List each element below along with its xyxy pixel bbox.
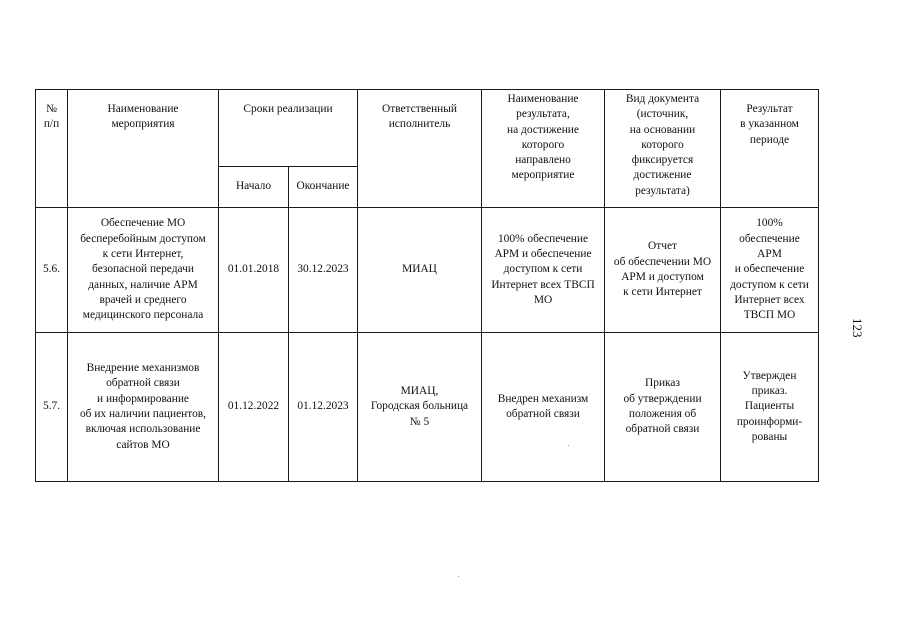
row-name: Обеспечение МО бесперебойным доступом к сети Интернет, безопасной передачи данных, наличие АРМ врачей и среднего медицинского персонала <box>68 208 219 333</box>
header-result-name: Наименование результата, на достижение которого направлено мероприятие <box>482 90 605 208</box>
row-responsible: МИАЦ <box>358 208 482 333</box>
row-num: 5.7. <box>36 333 68 482</box>
row-result-name: Внедрен механизм обратной связи <box>482 333 605 482</box>
table-row <box>36 333 819 482</box>
scan-speck <box>458 576 459 577</box>
scan-speck <box>568 445 569 446</box>
row-num: 5.6. <box>36 208 68 333</box>
row-document: Отчет об обеспечении МО АРМ и доступом к сети Интернет <box>605 208 721 333</box>
row-end: 01.12.2023 <box>289 333 358 482</box>
header-terms: Сроки реализации <box>219 90 358 167</box>
row-name: Внедрение механизмов обратной связи и информирование об их наличии пациентов, включая использование сайтов МО <box>68 333 219 482</box>
measures-table <box>35 89 819 482</box>
header-num: № п/п <box>36 90 68 208</box>
header-name: Наименование мероприятия <box>68 90 219 208</box>
table-row <box>36 208 819 333</box>
row-end: 30.12.2023 <box>289 208 358 333</box>
row-start: 01.12.2022 <box>219 333 289 482</box>
row-result-period: 100% обеспечение АРМ и обеспечение доступом к сети Интернет всех ТВСП МО <box>721 208 819 333</box>
header-end: Окончание <box>289 167 358 208</box>
row-responsible: МИАЦ, Городская больница № 5 <box>358 333 482 482</box>
header-result-period: Результат в указанном периоде <box>721 90 819 208</box>
header-row <box>36 90 819 167</box>
header-start: Начало <box>219 167 289 208</box>
header-document: Вид документа (источник, на основании которого фиксируется достижение результата) <box>605 90 721 208</box>
header-responsible: Ответственный исполнитель <box>358 90 482 208</box>
row-document: Приказ об утверждении положения об обратной связи <box>605 333 721 482</box>
page-number: 123 <box>850 318 865 338</box>
row-result-period: Утвержден приказ. Пациенты проинформи- рованы <box>721 333 819 482</box>
row-result-name: 100% обеспечение АРМ и обеспечение доступом к сети Интернет всех ТВСП МО <box>482 208 605 333</box>
row-start: 01.01.2018 <box>219 208 289 333</box>
